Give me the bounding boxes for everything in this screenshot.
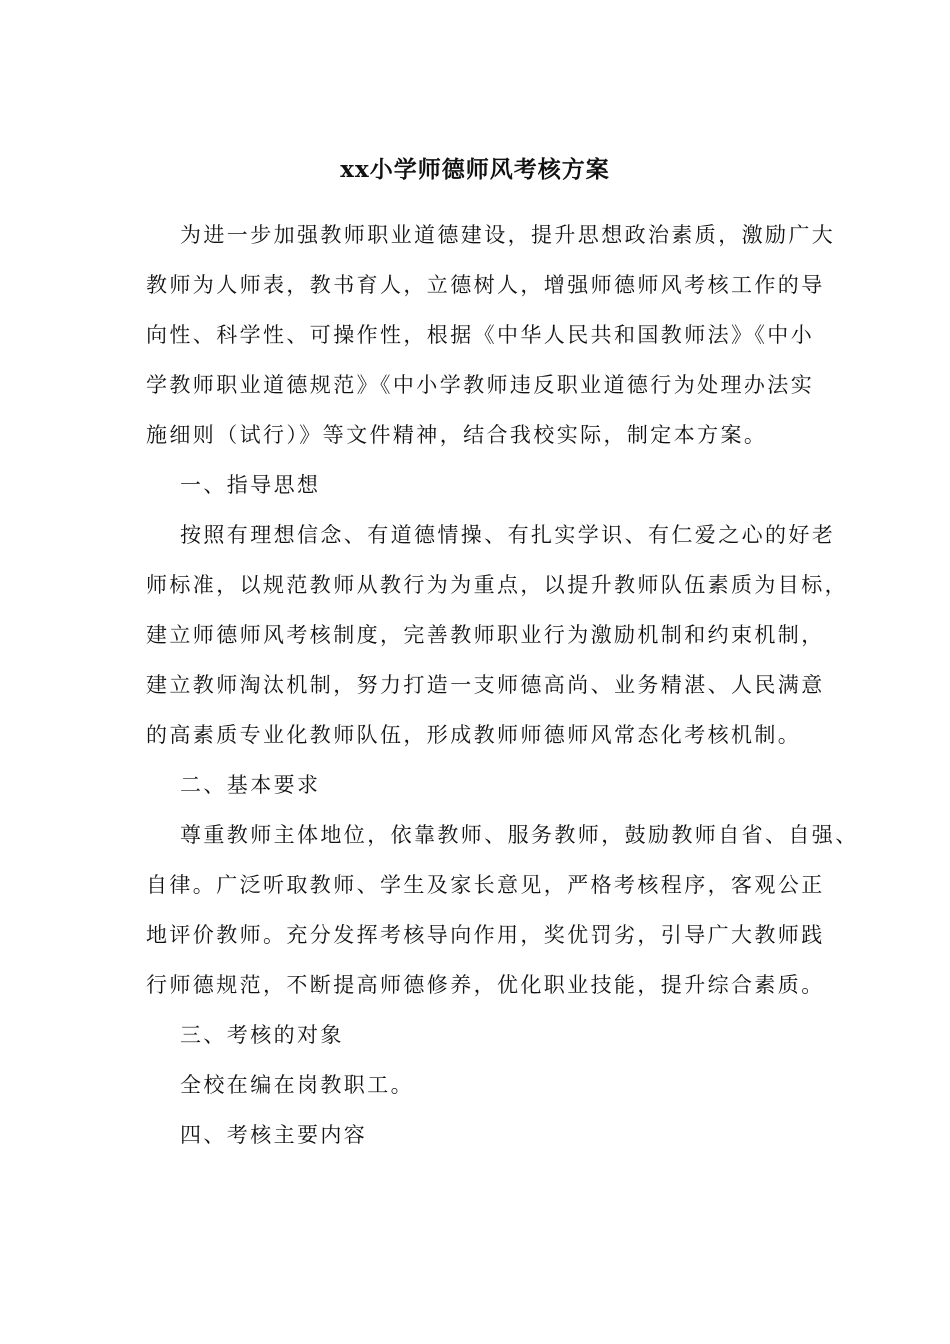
paragraph-line: 尊重教师主体地位，依靠教师、服务教师，鼓励教师自省、自强、 — [180, 823, 859, 847]
paragraph-line: 师标准，以规范教师从教行为为重点，以提升教师队伍素质为目标， — [146, 573, 848, 597]
paragraph-line: 全校在编在岗教职工。 — [180, 1073, 414, 1097]
paragraph-line: 为进一步加强教师职业道德建设，提升思想政治素质，激励广大 — [180, 223, 836, 247]
paragraph-line: 向性、科学性、可操作性，根据《中华人民共和国教师法》《中小 — [146, 323, 815, 347]
paragraph-line: 建立教师淘汰机制，努力打造一支师德高尚、业务精湛、人民满意 — [146, 673, 825, 697]
paragraph-line: 自律。广泛听取教师、学生及家长意见，严格考核程序，客观公正 — [146, 873, 825, 897]
paragraph-line: 教师为人师表，教书育人，立德树人，增强师德师风考核工作的导 — [146, 273, 825, 297]
section-heading: 二、基本要求 — [180, 773, 321, 797]
paragraph-line: 施细则（试行）》等文件精神，结合我校实际，制定本方案。 — [146, 423, 768, 447]
paragraph-line: 的高素质专业化教师队伍，形成教师师德师风常态化考核机制。 — [146, 723, 802, 747]
paragraph-line: 按照有理想信念、有道德情操、有扎实学识、有仁爱之心的好老 — [180, 523, 836, 547]
paragraph-line: 地评价教师。充分发挥考核导向作用，奖优罚劣，引导广大教师践 — [146, 923, 825, 947]
section-heading: 三、考核的对象 — [180, 1023, 344, 1047]
paragraph-line: 学教师职业道德规范》《中小学教师违反职业道德行为处理办法实 — [146, 373, 815, 397]
paragraph-line: 建立师德师风考核制度，完善教师职业行为激励机制和约束机制， — [146, 623, 825, 647]
section-heading: 一、指导思想 — [180, 473, 321, 497]
paragraph-line: 行师德规范，不断提高师德修养，优化职业技能，提升综合素质。 — [146, 973, 825, 997]
document-title: xx小学师德师风考核方案 — [340, 156, 610, 183]
section-heading: 四、考核主要内容 — [180, 1123, 368, 1147]
